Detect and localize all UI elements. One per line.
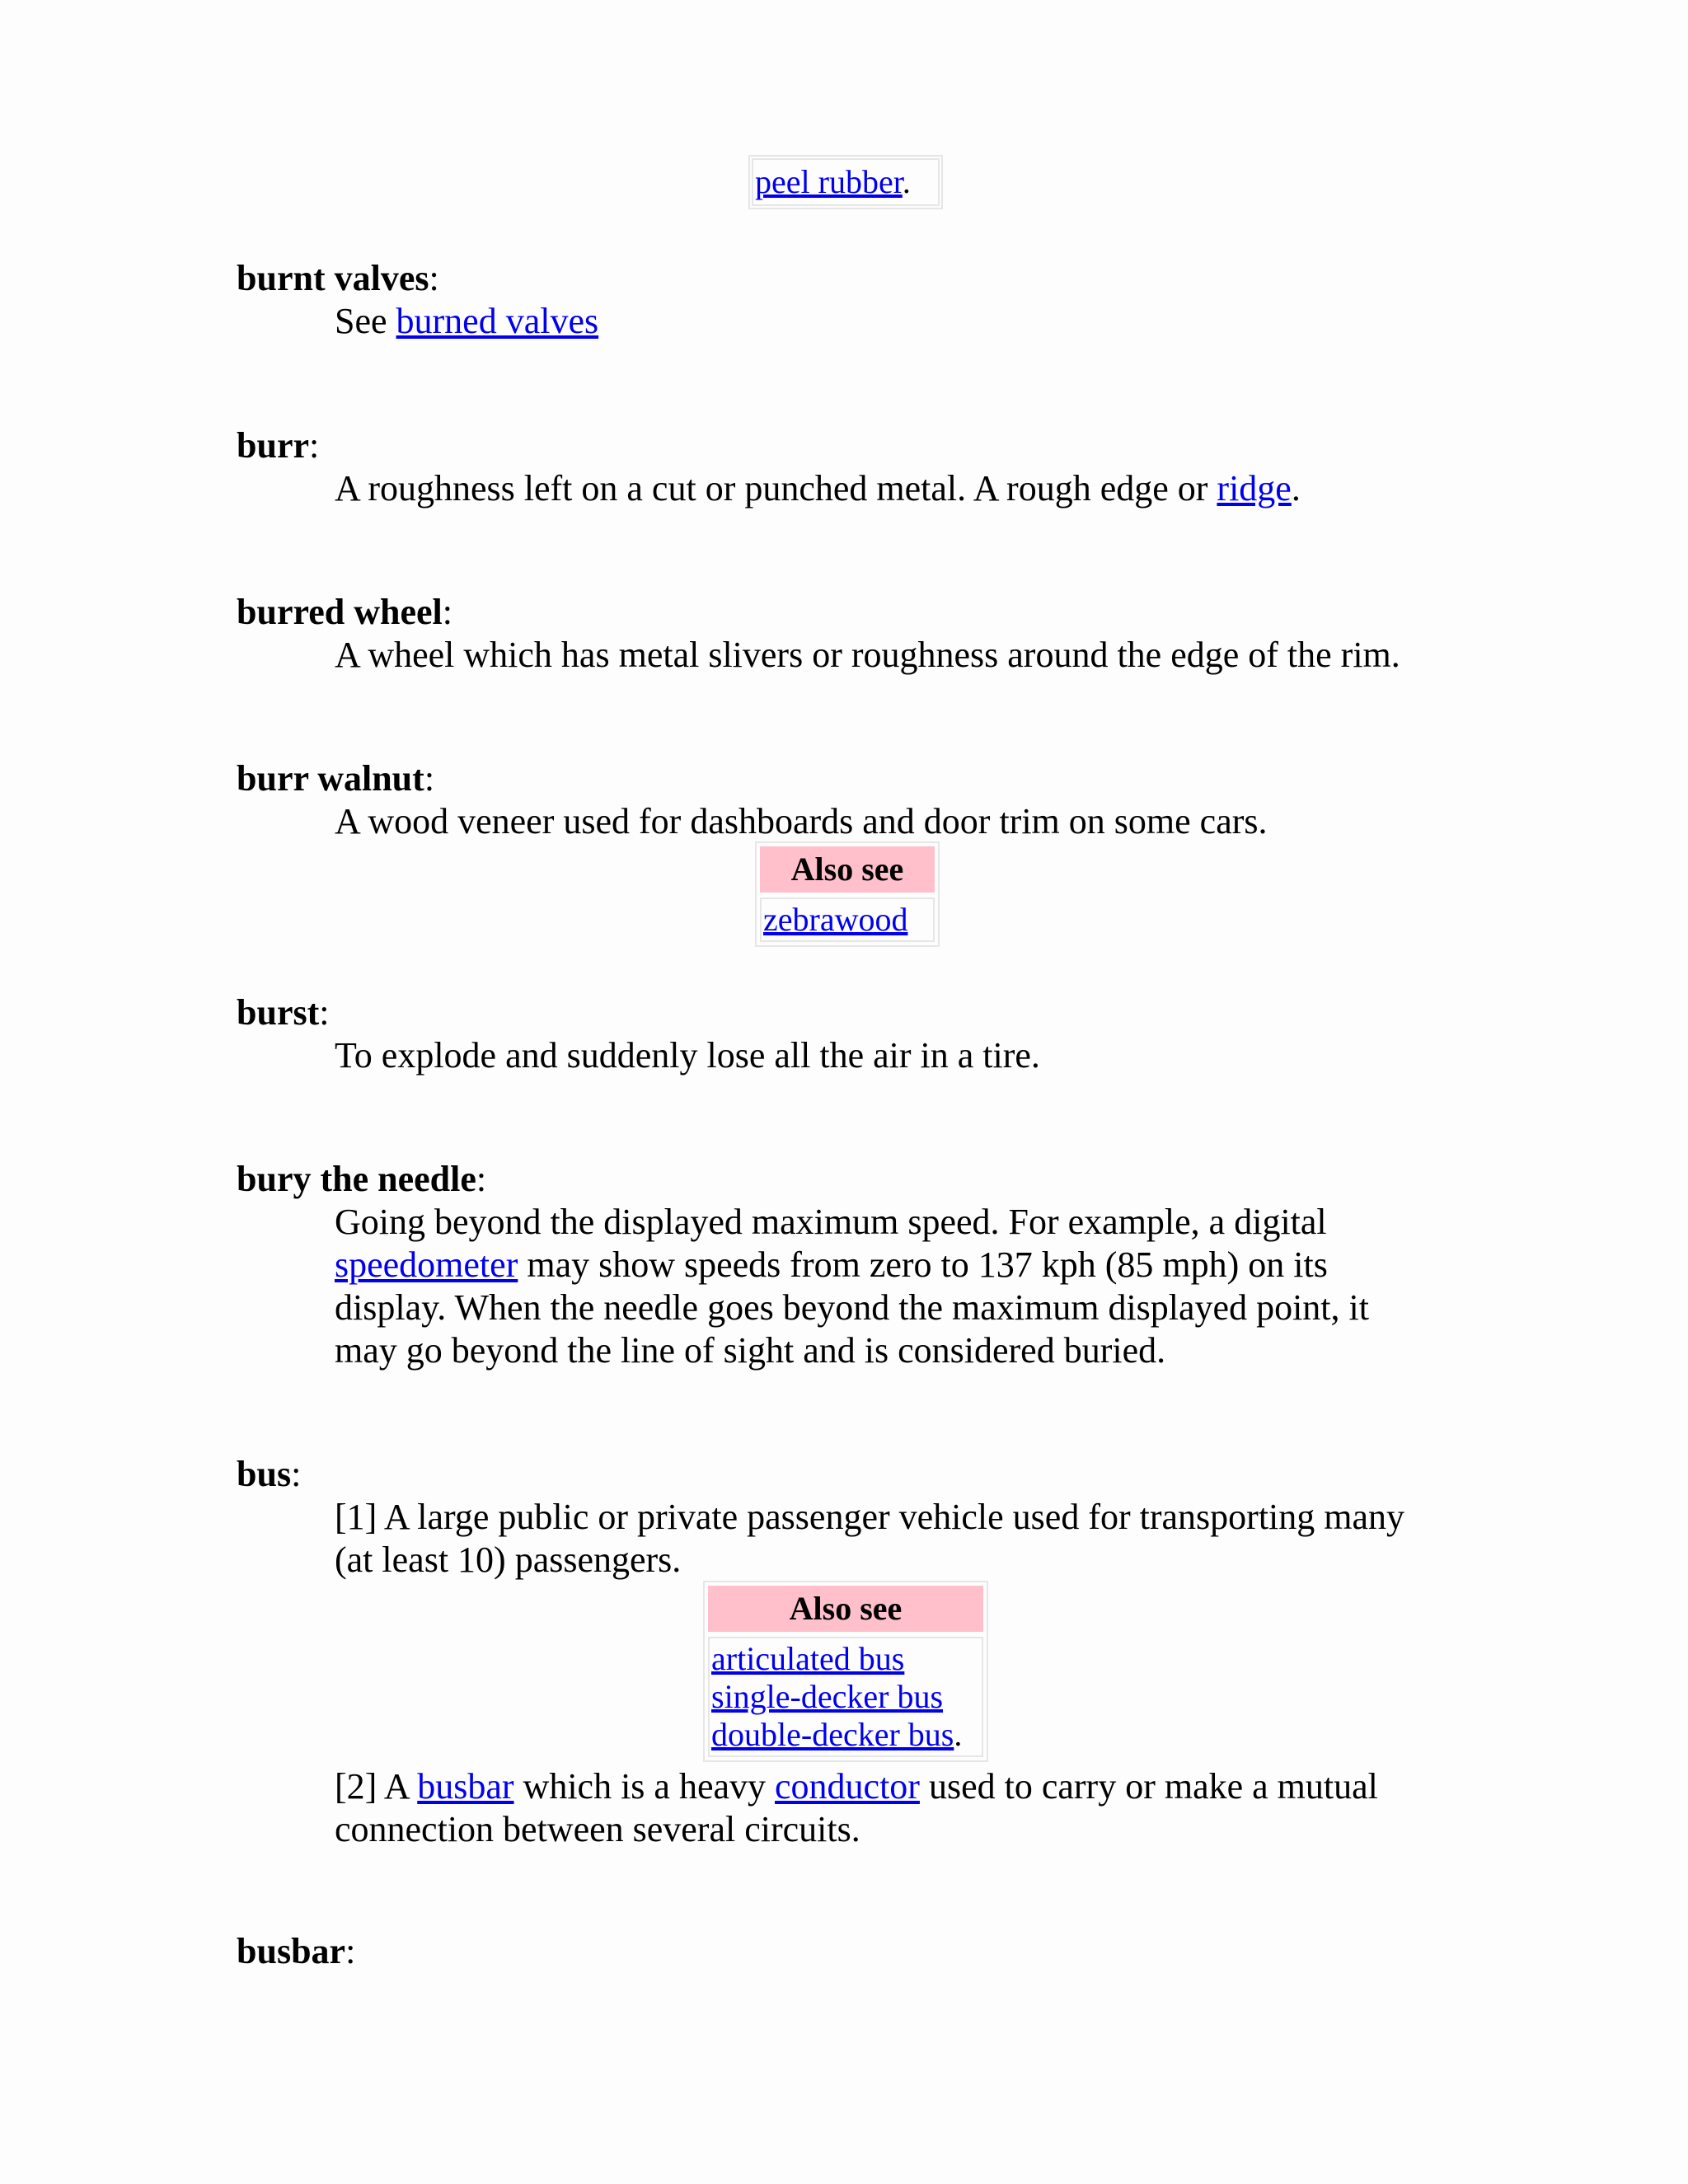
definition-bus-sense-1 xyxy=(335,1496,1447,1582)
term-label: bury the needle xyxy=(237,1159,476,1199)
term-burr-walnut xyxy=(237,757,434,800)
burned-valves-link[interactable]: burned valves xyxy=(396,301,599,341)
definition-burr xyxy=(335,467,1447,510)
definition-bury-the-needle xyxy=(335,1201,1439,1372)
peel-rubber-link[interactable]: peel rubber xyxy=(755,163,903,200)
sense-2-end: used to carry or make a mutual connection between several circuits. xyxy=(335,1766,1378,1849)
ridge-link[interactable]: ridge xyxy=(1217,468,1292,509)
definition-text: A wheel which has metal slivers or roughness around the edge of the rim. xyxy=(335,635,1400,675)
articulated-bus-link[interactable]: articulated bus xyxy=(711,1640,905,1677)
term-colon: : xyxy=(429,258,439,298)
term-burst xyxy=(237,991,329,1034)
definition-burred-wheel xyxy=(335,634,1447,677)
term-label: busbar xyxy=(237,1931,346,1971)
definition-text-end: may show speeds from zero to 137 kph (85 mph) on its display. When the needle goes beyond the maximum displayed point, it may go beyond the line of sight and is considered buried. xyxy=(335,1244,1369,1371)
term-label: burst xyxy=(237,992,320,1033)
also-see-heading: Also see xyxy=(708,1586,983,1632)
single-decker-bus-link[interactable]: single-decker bus xyxy=(711,1678,944,1715)
term-colon: : xyxy=(345,1931,356,1971)
busbar-link[interactable]: busbar xyxy=(417,1766,514,1807)
also-see-heading: Also see xyxy=(760,846,935,893)
also-see-list xyxy=(760,898,935,942)
period: . xyxy=(954,1716,963,1753)
definition-text: A wood veneer used for dashboards and door trim on some cars. xyxy=(335,801,1268,841)
period: . xyxy=(1291,468,1301,509)
definition-text: To explode and suddenly lose all the air in a tire. xyxy=(335,1035,1040,1076)
term-colon: : xyxy=(309,425,320,466)
term-burred-wheel xyxy=(237,591,452,634)
also-see-box-bus xyxy=(703,1581,988,1762)
definition-burnt-valves xyxy=(335,300,1447,343)
sense-2-middle: which is a heavy xyxy=(513,1766,776,1807)
double-decker-bus-link[interactable]: double-decker bus xyxy=(711,1716,954,1753)
term-label: burred wheel xyxy=(237,592,443,632)
term-busbar xyxy=(237,1930,355,1973)
also-see-box-burr-walnut xyxy=(755,841,940,947)
definition-bus-sense-2 xyxy=(335,1765,1447,1851)
sense-1-text: [1] A large public or private passenger vehicle used for transporting many (at least 10) passengers. xyxy=(335,1497,1405,1580)
term-burnt-valves xyxy=(237,257,439,300)
definition-text-start: Going beyond the displayed maximum speed. For example, a digital xyxy=(335,1202,1327,1242)
term-label: bus xyxy=(237,1454,292,1494)
conductor-link[interactable]: conductor xyxy=(775,1766,920,1807)
term-colon: : xyxy=(476,1159,487,1199)
top-fragment-period: . xyxy=(902,163,911,200)
term-label: burr walnut xyxy=(237,758,424,799)
see-prefix: See xyxy=(335,301,396,341)
term-label: burnt valves xyxy=(237,258,429,298)
zebrawood-link[interactable]: zebrawood xyxy=(763,901,908,938)
term-colon: : xyxy=(319,992,330,1033)
definition-burr-walnut xyxy=(335,800,1447,843)
term-colon: : xyxy=(291,1454,302,1494)
definition-burst xyxy=(335,1034,1447,1077)
definition-text: A roughness left on a cut or punched metal. A rough edge or xyxy=(335,468,1217,509)
also-see-list xyxy=(708,1637,983,1757)
term-label: burr xyxy=(237,425,309,466)
term-burr xyxy=(237,424,319,467)
term-bury-the-needle xyxy=(237,1158,486,1201)
term-colon: : xyxy=(442,592,452,632)
speedometer-link[interactable]: speedometer xyxy=(335,1244,518,1285)
term-colon: : xyxy=(424,758,435,799)
term-bus xyxy=(237,1453,301,1496)
top-fragment-box xyxy=(748,155,943,209)
sense-2-prefix: [2] A xyxy=(335,1766,418,1807)
